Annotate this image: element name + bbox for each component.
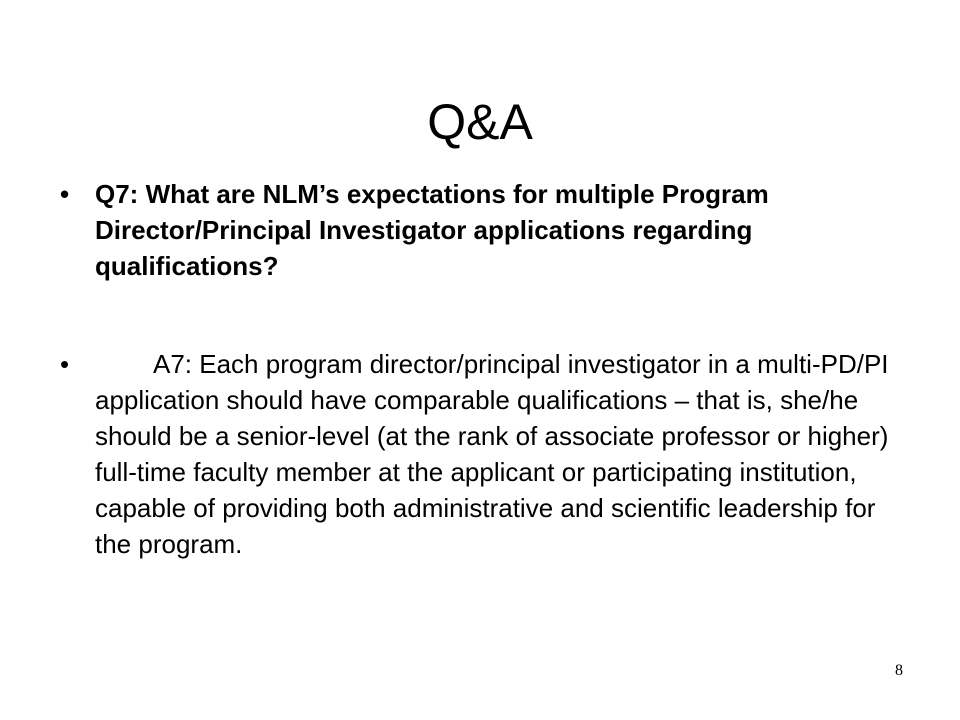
question-bullet [60,176,900,284]
slide-title: Q&A [427,93,533,150]
bullet-marker: • [60,179,70,209]
question-text: Q7: What are NLM’s expectations for multiple Program Director/Principal Investigator applications regarding qualifications? [95,179,769,281]
answer-text-container [95,346,900,562]
answer-text: A7: Each program director/principal investigator in a multi-PD/PI application should have comparable qualifications – that is, she/he should be a senior-level (at the rank of associate professor or higher) full-time faculty member at the applicant or participating institution, capable of providing both administrative and scientific leadership for the program. [95,349,889,559]
page-number: 8 [895,662,903,679]
answer-bullet [60,346,900,562]
bullet-marker: • [60,349,70,379]
